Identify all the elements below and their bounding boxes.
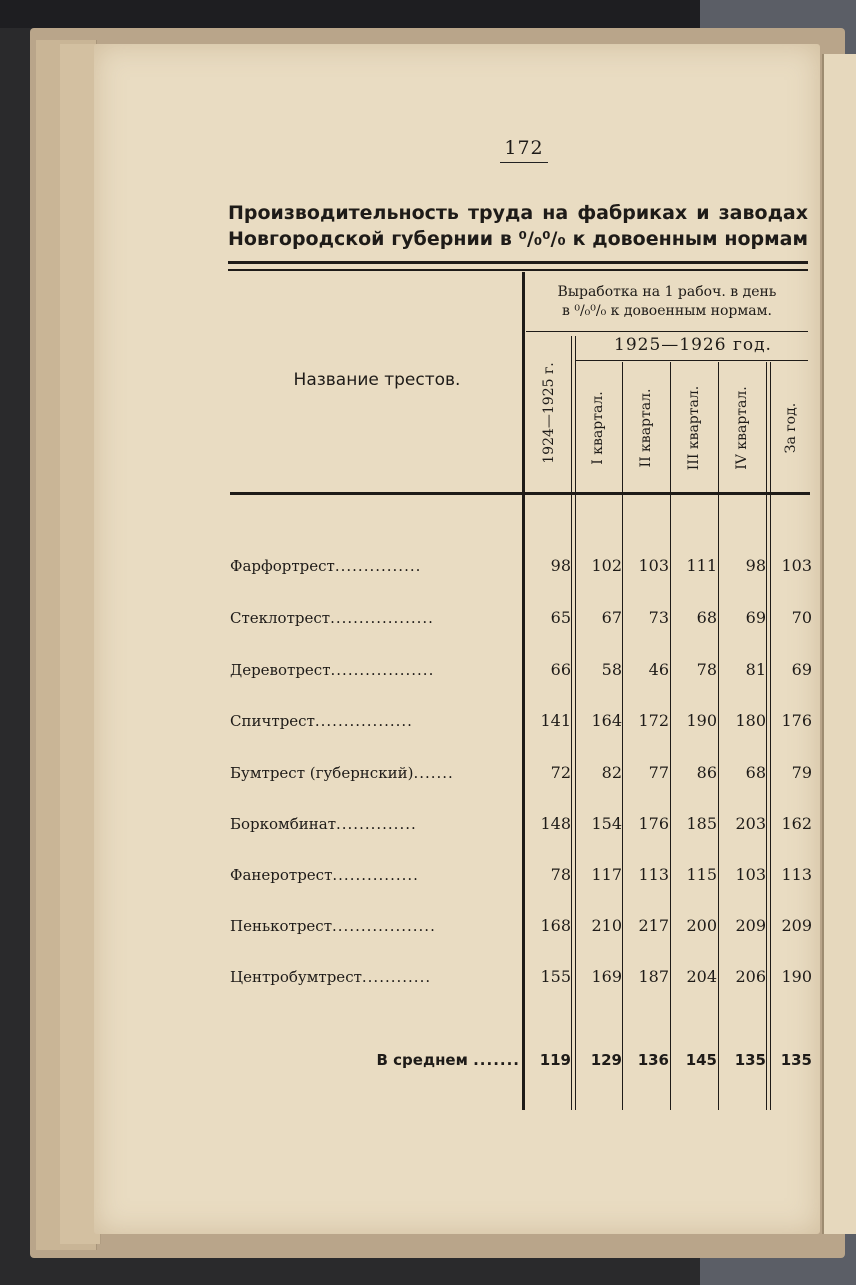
leader-dots: .................. — [330, 661, 435, 679]
value-1924-1925: 66 — [550, 660, 571, 679]
average-label: В среднем — [376, 1051, 468, 1069]
value-q3: 185 — [686, 814, 717, 833]
trust-name: Стеклотрест — [230, 609, 331, 627]
value-q3: 78 — [696, 660, 717, 679]
value-q4: 68 — [745, 763, 766, 782]
leader-dots: .................. — [332, 917, 436, 935]
leader-dots: ................. — [314, 712, 413, 730]
value-q3: 115 — [686, 865, 717, 884]
output-header-underline — [526, 331, 808, 332]
leader-dots: ............... — [332, 866, 419, 884]
leader-dots: .............. — [336, 815, 417, 833]
value-q4: 206 — [735, 967, 766, 986]
year-prev-header: 1924—1925 г. — [541, 362, 557, 464]
value-q1: 58 — [601, 660, 622, 679]
trust-name: Фанеротрест — [230, 866, 333, 884]
table-title — [228, 200, 808, 252]
value-1924-1925: 155 — [540, 967, 571, 986]
top-rule-thin — [228, 269, 808, 271]
table-row — [0, 962, 856, 992]
value-year: 190 — [781, 967, 812, 986]
value-q4: 103 — [735, 865, 766, 884]
average-row — [0, 1045, 856, 1075]
value-1924-1925: 141 — [540, 711, 571, 730]
trust-name: Деревотрест — [230, 661, 331, 679]
title-line-1: Производительность труда на фабриках и заводах — [228, 202, 808, 224]
value-year: 113 — [781, 865, 812, 884]
value-year: 69 — [791, 660, 812, 679]
leader-dots: .................. — [330, 609, 434, 627]
avg-q4: 135 — [734, 1051, 766, 1069]
col-rule-q3 — [718, 362, 719, 1110]
value-q3: 111 — [686, 556, 717, 575]
quarter-4-header: IV квартал. — [734, 386, 750, 470]
col-rule-q4-b — [770, 362, 771, 1110]
value-1924-1925: 65 — [550, 608, 571, 627]
trust-name: Бумтрест (губернский) — [230, 764, 414, 782]
value-q2: 46 — [648, 660, 669, 679]
year-total-header: За год. — [783, 402, 799, 454]
value-q1: 82 — [601, 763, 622, 782]
value-q2: 77 — [648, 763, 669, 782]
year-header: 1925—1926 год. — [614, 335, 772, 355]
value-q2: 217 — [638, 916, 669, 935]
value-1924-1925: 72 — [550, 763, 571, 782]
value-year: 209 — [781, 916, 812, 935]
value-q2: 172 — [638, 711, 669, 730]
value-q4: 203 — [735, 814, 766, 833]
title-line-2: Новгородской губернии в ⁰/₀⁰/₀ к довоенным нормам — [228, 228, 808, 250]
value-q3: 68 — [696, 608, 717, 627]
value-year: 162 — [781, 814, 812, 833]
table-row — [0, 706, 856, 736]
avg-year: 135 — [780, 1051, 812, 1069]
value-year: 176 — [781, 711, 812, 730]
top-rule-thick — [228, 261, 808, 264]
trust-name: Пенькотрест — [230, 917, 333, 935]
leader-dots: ............... — [334, 557, 422, 575]
avg-q1: 129 — [590, 1051, 622, 1069]
table-row — [0, 758, 856, 788]
value-q4: 98 — [745, 556, 766, 575]
page-number: 172 — [500, 137, 548, 163]
quarter-2-header: II квартал. — [638, 388, 654, 468]
value-year: 70 — [791, 608, 812, 627]
avg-1924-1925: 119 — [539, 1051, 571, 1069]
value-1924-1925: 148 — [540, 814, 571, 833]
output-header-line-2: в ⁰/₀⁰/₀ к довоенным нормам. — [562, 303, 772, 319]
value-q2: 113 — [638, 865, 669, 884]
table-row — [0, 809, 856, 839]
leader-dots: ....... — [413, 764, 454, 782]
trust-name: Боркомбинат — [230, 815, 336, 833]
value-q2: 103 — [638, 556, 669, 575]
trust-name: Фарфортрест — [230, 557, 335, 575]
output-header-line-1: Выработка на 1 рабоч. в день — [557, 284, 777, 300]
value-q3: 190 — [686, 711, 717, 730]
table-row — [0, 860, 856, 890]
value-q1: 169 — [591, 967, 622, 986]
leader-dots: ............ — [361, 968, 432, 986]
col-rule-q1 — [622, 362, 623, 1110]
quarter-1-header: I квартал. — [590, 391, 606, 465]
value-q1: 102 — [591, 556, 622, 575]
header-rule — [230, 492, 810, 495]
value-q1: 67 — [601, 608, 622, 627]
value-1924-1925: 168 — [540, 916, 571, 935]
value-1924-1925: 78 — [550, 865, 571, 884]
value-q4: 81 — [745, 660, 766, 679]
value-1924-1925: 98 — [550, 556, 571, 575]
trust-name: Центробумтрест — [230, 968, 362, 986]
value-q3: 204 — [686, 967, 717, 986]
value-q3: 86 — [696, 763, 717, 782]
value-q2: 176 — [638, 814, 669, 833]
value-q4: 209 — [735, 916, 766, 935]
value-year: 79 — [791, 763, 812, 782]
table-row — [0, 551, 856, 581]
table-row — [0, 603, 856, 633]
output-header — [526, 283, 808, 321]
trust-name: Спичтрест — [230, 712, 315, 730]
value-q2: 187 — [638, 967, 669, 986]
table-row — [0, 655, 856, 685]
avg-q3: 145 — [685, 1051, 717, 1069]
value-q4: 180 — [735, 711, 766, 730]
value-q4: 69 — [745, 608, 766, 627]
col-rule-q2 — [670, 362, 671, 1110]
value-year: 103 — [781, 556, 812, 575]
table-row — [0, 911, 856, 941]
name-column-header: Название трестов. — [293, 370, 461, 390]
leader-dots: ....... — [473, 1051, 520, 1069]
value-q1: 210 — [591, 916, 622, 935]
avg-q2: 136 — [637, 1051, 669, 1069]
col-rule-q4-a — [766, 362, 767, 1110]
value-q3: 200 — [686, 916, 717, 935]
value-q1: 154 — [591, 814, 622, 833]
value-q1: 164 — [591, 711, 622, 730]
year-header-underline — [576, 360, 808, 361]
value-q2: 73 — [648, 608, 669, 627]
value-q1: 117 — [591, 865, 622, 884]
quarter-3-header: III квартал. — [686, 385, 702, 471]
